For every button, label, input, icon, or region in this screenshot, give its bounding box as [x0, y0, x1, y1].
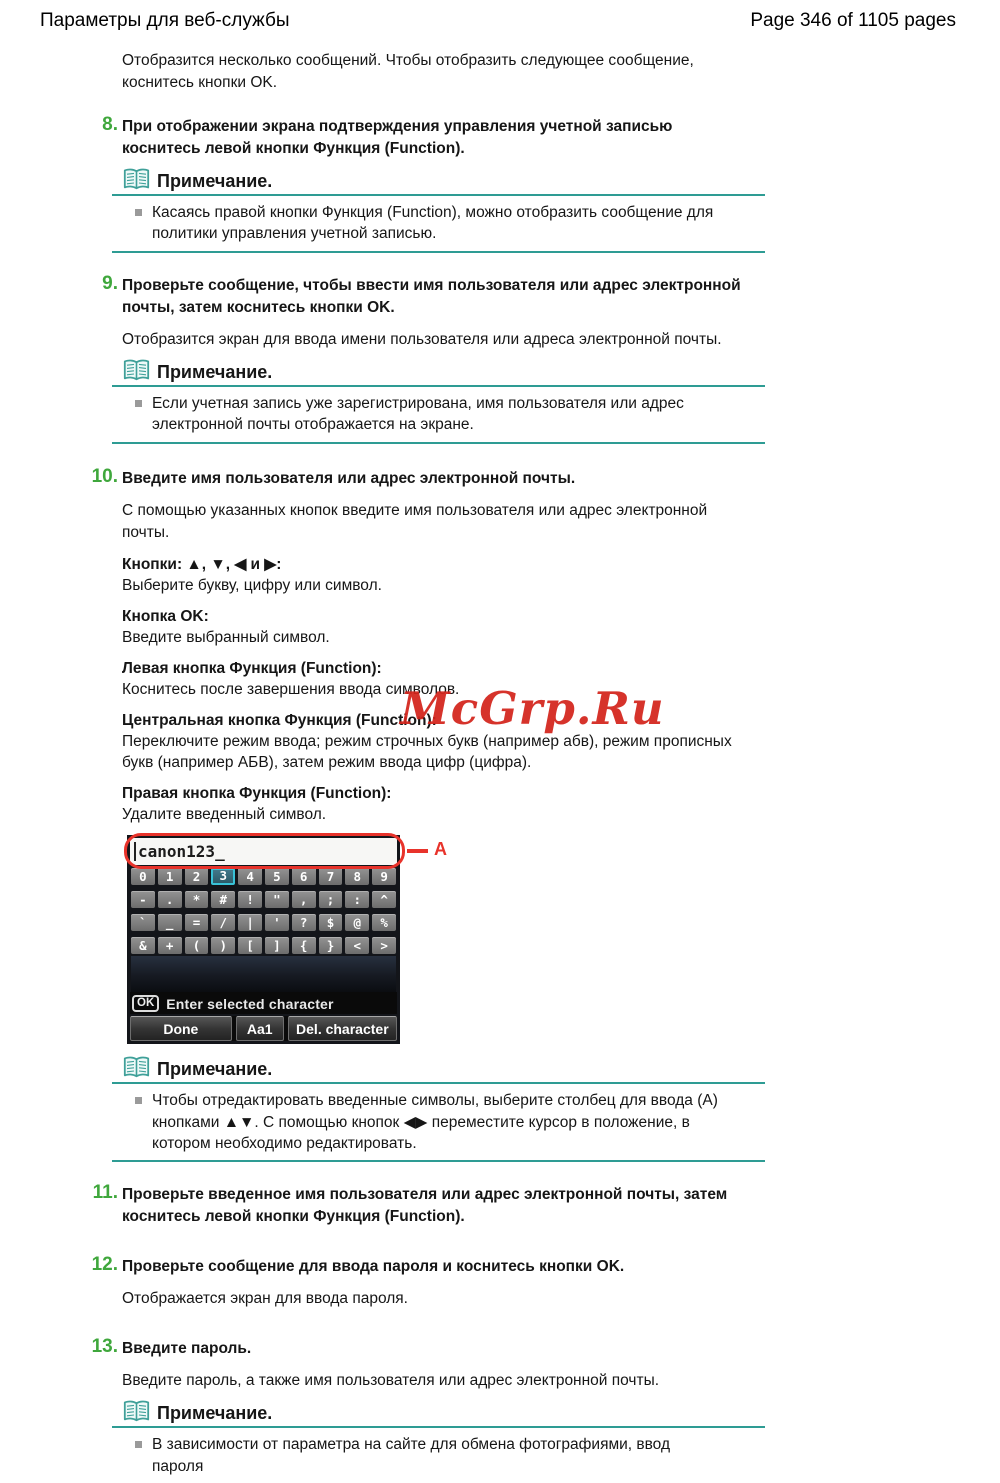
lcd-key: 1 [158, 868, 182, 885]
input-mode-softkey: Aa1 [236, 1016, 284, 1041]
lcd-empty-area [131, 956, 396, 992]
lcd-key: # [211, 891, 235, 908]
lcd-input-text: canon123_ [138, 842, 225, 862]
lcd-screenshot [127, 835, 447, 1044]
note-item [135, 202, 725, 245]
lcd-key: ] [265, 937, 289, 954]
lcd-key: * [185, 891, 209, 908]
note-block [112, 1400, 765, 1483]
note-title: Примечание. [157, 1403, 273, 1424]
lcd-key: ) [211, 937, 235, 954]
lcd-key: : [345, 891, 369, 908]
definition [122, 658, 742, 700]
lcd-key: - [131, 891, 155, 908]
callout-label: A [434, 839, 447, 860]
note-block [112, 359, 765, 444]
lcd-key: | [238, 914, 262, 931]
note-text: В зависимости от параметра на сайте для обмена фотографиями, ввод пароля [152, 1436, 671, 1475]
step-heading: Проверьте сообщение для ввода пароля и коснитесь кнопки OK. [122, 1258, 625, 1276]
callout-connector-line [407, 849, 428, 853]
note-divider [112, 442, 765, 444]
document-title: Параметры для веб-службы [40, 10, 290, 31]
step-number: 9. [102, 272, 118, 294]
step-body: С помощью указанных кнопок введите имя пользователя или адрес электронной почты. [122, 501, 708, 541]
definition-term: Левая кнопка Функция (Function): [122, 659, 382, 677]
bullet-square-icon [135, 400, 142, 407]
lcd-ok-hint [130, 992, 397, 1014]
watermark: McGrp.Ru [400, 682, 665, 735]
lcd-key: . [158, 891, 182, 908]
definition-term: Кнопка OK: [122, 607, 209, 625]
note-text: Касаясь правой кнопки Функция (Function), можно отобразить сообщение для политики управления учетной записью. [152, 204, 714, 243]
lcd-softkey-row [130, 1016, 397, 1041]
lcd-key: , [292, 891, 316, 908]
definition-desc: Выберите букву, цифру или символ. [122, 576, 382, 594]
step-body: Отобразится экран для ввода имени пользователя или адреса электронной почты. [122, 330, 722, 348]
step-12 [88, 1254, 1000, 1310]
definition [122, 710, 742, 773]
lcd-key: { [292, 937, 316, 954]
note-item [135, 1434, 725, 1477]
step-number: 8. [102, 114, 118, 135]
lcd-key: _ [158, 914, 182, 931]
page-count: Page 346 of 1105 pages [750, 10, 956, 31]
step-10 [88, 466, 1000, 1163]
note-text: Если учетная запись уже зарегистрирована, имя пользователя или адрес электронной почты отображается на экране. [152, 394, 684, 434]
lcd-key: @ [345, 914, 369, 931]
lcd-key: < [345, 937, 369, 954]
definition-desc: Удалите введенный символ. [122, 806, 327, 824]
definition-term: Кнопки: ▲, ▼, ◀ и ▶: [122, 555, 282, 573]
step-body: Отображается экран для ввода пароля. [122, 1290, 408, 1308]
definition-term: Правая кнопка Функция (Function): [122, 785, 392, 803]
note-book-icon [123, 359, 150, 382]
lcd-key: 8 [345, 868, 369, 885]
lcd-key: [ [238, 937, 262, 954]
note-divider [112, 1160, 765, 1162]
lcd-key: 9 [372, 868, 396, 885]
lcd-key: ! [238, 891, 262, 908]
lcd-key: 0 [131, 868, 155, 885]
intro-paragraph: Отобразится несколько сообщений. Чтобы отобразить следующее сообщение, коснитесь кнопки OK. [122, 52, 694, 91]
lcd-key: 3 [211, 868, 235, 885]
note-item [135, 1090, 725, 1154]
definition-desc: Переключите режим ввода; режим строчных букв (например абв), режим прописных букв (например АБВ), затем режим ввода цифр (цифра). [122, 733, 732, 772]
lcd-key: / [211, 914, 235, 931]
step-number: 12. [91, 1254, 118, 1276]
lcd-key: 6 [292, 868, 316, 885]
step-13 [88, 1336, 1000, 1483]
step-heading: Введите пароль. [122, 1340, 252, 1358]
lcd-key: $ [319, 914, 343, 931]
step-heading: Проверьте сообщение, чтобы ввести имя пользователя или адрес электронной почты, затем коснитесь кнопки OK. [122, 276, 741, 316]
note-item [135, 393, 725, 436]
ok-hint-text: Enter selected character [166, 995, 334, 1012]
lcd-key: ^ [372, 891, 396, 908]
bullet-square-icon [135, 1097, 142, 1104]
step-9 [88, 273, 1000, 444]
step-number: 13. [91, 1336, 118, 1358]
note-title: Примечание. [157, 1059, 273, 1080]
note-divider [112, 251, 765, 253]
lcd-key: & [131, 937, 155, 954]
bullet-square-icon [135, 1441, 142, 1448]
bullet-square-icon [135, 209, 142, 216]
note-block [112, 168, 765, 253]
page-header [0, 0, 1000, 32]
lcd-key: } [319, 937, 343, 954]
definition-desc: Коснитесь после завершения ввода символов. [122, 680, 460, 698]
lcd-key: ? [292, 914, 316, 931]
lcd-key: 4 [238, 868, 262, 885]
delete-character-softkey: Del. character [288, 1016, 397, 1041]
lcd-key: ; [319, 891, 343, 908]
lcd-key: ' [265, 914, 289, 931]
note-title: Примечание. [157, 361, 273, 382]
lcd-key: > [372, 937, 396, 954]
step-heading: Проверьте введенное имя пользователя или адрес электронной почты, затем коснитесь левой кнопки Функция (Function). [122, 1186, 728, 1226]
definition [122, 554, 742, 596]
lcd-key: % [372, 914, 396, 931]
note-book-icon [123, 1056, 150, 1079]
step-number: 10. [91, 465, 118, 487]
definition-term: Центральная кнопка Функция (Function): [122, 711, 437, 729]
document-body [88, 50, 1000, 1483]
callout-red-frame [124, 833, 405, 869]
step-heading: Введите имя пользователя или адрес электронной почты. [122, 469, 576, 487]
note-book-icon [123, 168, 150, 191]
note-book-icon [123, 1400, 150, 1423]
note-text: Чтобы отредактировать введенные символы, выберите столбец для ввода (A) кнопками ▲▼. С помощью кнопок ◀▶ переместите курсор в положение, в котором необходимо редактировать. [152, 1092, 718, 1153]
lcd-key: ` [131, 914, 155, 931]
done-softkey: Done [130, 1016, 232, 1041]
definition-desc: Введите выбранный символ. [122, 628, 330, 646]
lcd-key: ( [185, 937, 209, 954]
definition [122, 783, 742, 825]
step-number: 11. [92, 1182, 118, 1204]
lcd-key-grid [130, 868, 397, 954]
step-heading: При отображении экрана подтверждения управления учетной записью коснитесь левой кнопки Функция (Function). [122, 118, 673, 157]
lcd-key: + [158, 937, 182, 954]
lcd-key: 7 [319, 868, 343, 885]
step-8 [88, 114, 1000, 253]
lcd-key: 5 [265, 868, 289, 885]
definition [122, 606, 742, 648]
note-title: Примечание. [157, 171, 273, 191]
step-11 [88, 1182, 1000, 1228]
step-body: Введите пароль, а также имя пользователя или адрес электронной почты. [122, 1372, 660, 1390]
lcd-key: 2 [185, 868, 209, 885]
lcd-key: = [185, 914, 209, 931]
note-block [112, 1056, 765, 1162]
lcd-key: " [265, 891, 289, 908]
ok-key-badge: OK [132, 995, 159, 1012]
